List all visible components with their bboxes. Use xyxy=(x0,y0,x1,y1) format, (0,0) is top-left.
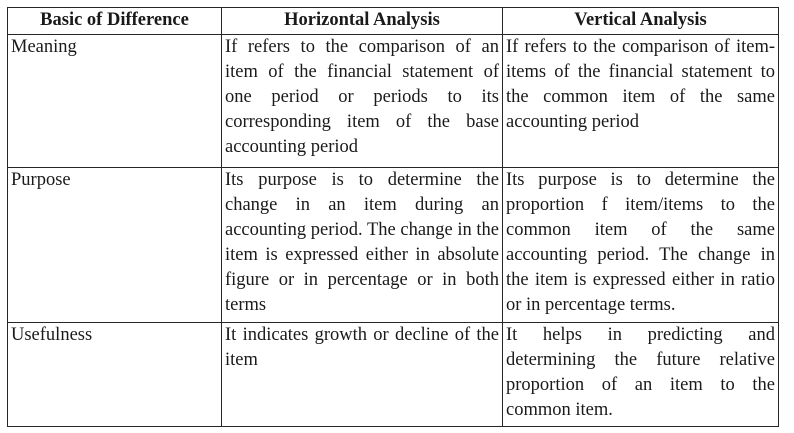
horizontal-cell: If refers to the comparison of an item of the financial statement of one period or periods to its corresponding item of the base accounting period xyxy=(222,35,503,168)
comparison-table xyxy=(7,7,779,427)
basis-cell: Usefulness xyxy=(8,323,222,427)
basis-cell: Purpose xyxy=(8,167,222,323)
horizontal-cell: It indicates growth or decline of the item xyxy=(222,323,503,427)
vertical-cell: If refers to the comparison of item-items of the financial statement to the common item of the same accounting period xyxy=(503,35,779,168)
vertical-cell: It helps in predicting and determining the future relative proportion of an item to the common item. xyxy=(503,323,779,427)
table-row-usefulness xyxy=(8,323,779,427)
header-horizontal: Horizontal Analysis xyxy=(222,8,503,35)
header-vertical: Vertical Analysis xyxy=(503,8,779,35)
header-row xyxy=(8,8,779,35)
header-basis: Basic of Difference xyxy=(8,8,222,35)
table-row-purpose xyxy=(8,167,779,323)
vertical-cell: Its purpose is to determine the proportion f item/items to the common item of the same accounting period. The change in the item is expressed either in ratio or in percentage terms. xyxy=(503,167,779,323)
basis-cell: Meaning xyxy=(8,35,222,168)
table-row-meaning xyxy=(8,35,779,168)
horizontal-cell: Its purpose is to determine the change in an item during an accounting period. The change in the item is expressed either in absolute figure or in percentage or in both terms xyxy=(222,167,503,323)
